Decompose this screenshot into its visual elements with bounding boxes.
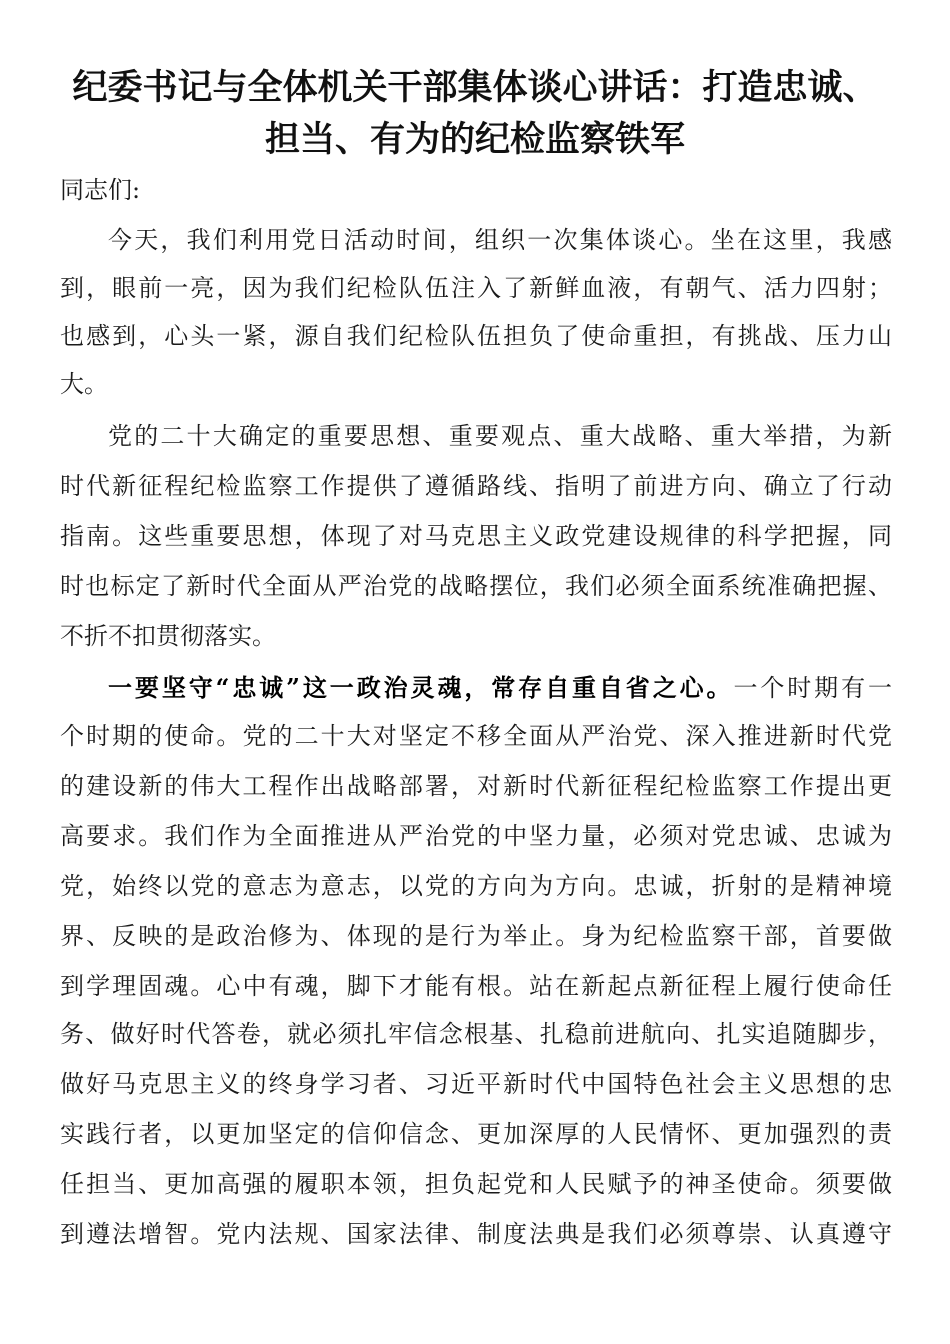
paragraph-2-line: 党的二十大确定的重要思想、重要观点、重大战略、重大举措，为新 [108,422,892,450]
paragraph-3-line: 任担当、更加高强的履职本领，担负起党和人民赋予的神圣使命。须要做 [60,1170,892,1198]
salutation: 同志们: [60,176,141,204]
paragraph-3-line: 做好马克思主义的终身学习者、习近平新时代中国特色社会主义思想的忠 [60,1070,892,1098]
paragraph-1-line: 到，眼前一亮，因为我们纪检队伍注入了新鲜血液，有朝气、活力四射； [60,274,892,302]
paragraph-3-line: 党，始终以党的意志为意志，以党的方向为方向。忠诚，折射的是精神境 [60,872,892,900]
paragraph-2-line: 时也标定了新时代全面从严治党的战略摆位，我们必须全面系统准确把握、 [60,572,892,600]
paragraph-1-line: 今天，我们利用党日活动时间，组织一次集体谈心。坐在这里，我感 [108,226,892,254]
paragraph-3-line: 到学理固魂。心中有魂，脚下才能有根。站在新起点新征程上履行使命任 [60,972,892,1000]
paragraph-3-line: 务、做好时代答卷，就必须扎牢信念根基、扎稳前进航向、扎实追随脚步， [60,1020,892,1048]
paragraph-2-line: 时代新征程纪检监察工作提供了遵循路线、指明了前进方向、确立了行动 [60,472,892,500]
document-title-line-1: 纪委书记与全体机关干部集体谈心讲话：打造忠诚、 [72,67,878,108]
paragraph-3-line: 的建设新的伟大工程作出战略部署，对新时代新征程纪检监察工作提出更 [60,772,892,800]
paragraph-3-first-line [108,670,892,706]
document-title-line-2: 担当、有为的纪检监察铁军 [264,119,685,160]
paragraph-2-line: 指南。这些重要思想，体现了对马克思主义政党建设规律的科学把握，同 [60,522,892,550]
paragraph-3-line: 个时期的使命。党的二十大对坚定不移全面从严治党、深入推进新时代党 [60,722,892,750]
paragraph-3-first-line-rest: 一个时期有一 [733,674,893,702]
paragraph-3-line: 高要求。我们作为全面推进从严治党的中坚力量，必须对党忠诚、忠诚为 [60,822,892,850]
paragraph-3-bold-lead: 一要坚守“忠诚”这一政治灵魂，常存自重自省之心。 [108,673,734,702]
paragraph-3-line: 界、反映的是政治修为、体现的是行为举止。身为纪检监察干部，首要做 [60,922,892,950]
paragraph-3-line: 到遵法增智。党内法规、国家法律、制度法典是我们必须尊崇、认真遵守 [60,1220,892,1248]
paragraph-1-line: 大。 [60,370,108,398]
paragraph-3-line: 实践行者，以更加坚定的信仰信念、更加深厚的人民情怀、更加强烈的责 [60,1120,892,1148]
paragraph-2-line: 不折不扣贯彻落实。 [60,622,276,650]
paragraph-1-line: 也感到，心头一紧，源自我们纪检队伍担负了使命重担，有挑战、压力山 [60,322,892,350]
